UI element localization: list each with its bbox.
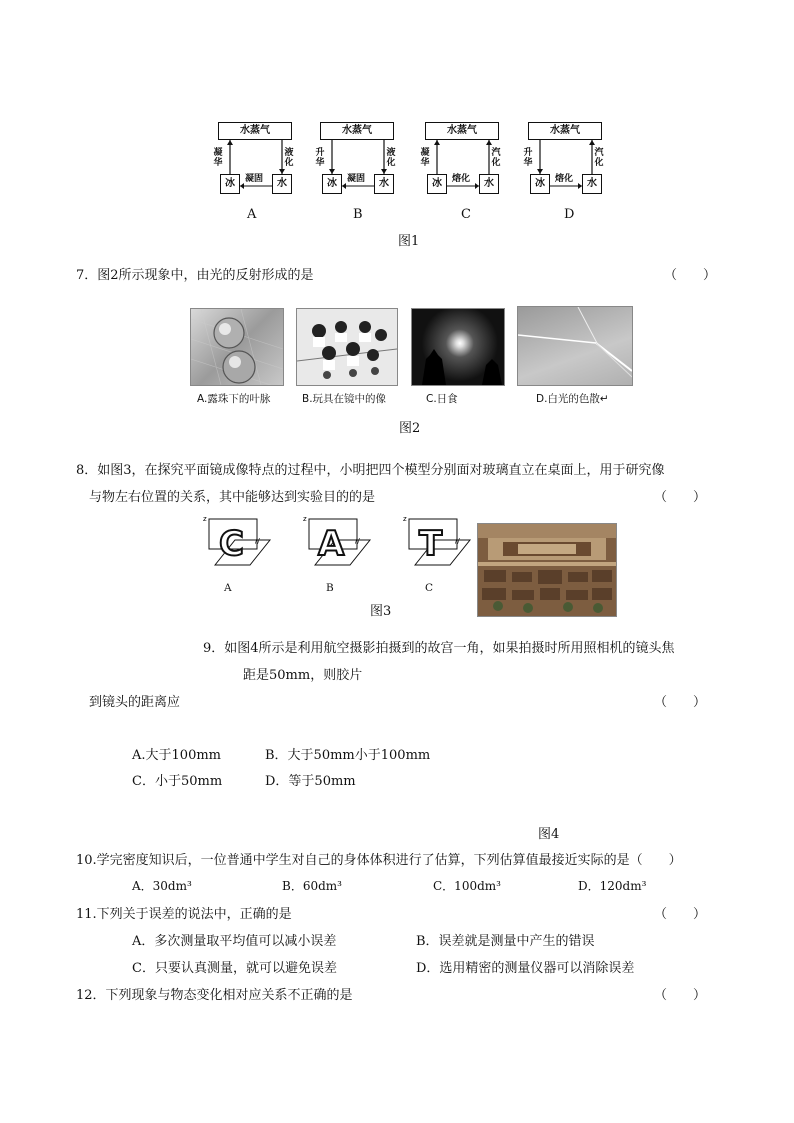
photo-caption-a: A.露珠下的叶脉	[197, 393, 271, 405]
right-process-label: 汽 化	[491, 148, 501, 168]
left-process-label: 凝 华	[420, 148, 430, 168]
toy-mirror-image	[297, 309, 397, 385]
photo-caption-b: B.玩具在镜中的像	[302, 393, 387, 405]
model-glyph-a: A	[318, 524, 345, 564]
question-12-text: 12．下列现象与物态变化相对应关系不正确的是	[76, 988, 353, 1003]
option-d: D．选用精密的测量仪器可以消除误差	[416, 961, 635, 976]
dewdrops-image	[191, 309, 283, 385]
question-9-line-3: 到镜头的距离应	[89, 695, 181, 710]
middle-process-label: 凝固	[347, 174, 366, 184]
svg-text://: //	[255, 537, 260, 545]
water-box: 水	[272, 174, 292, 194]
eclipse-image	[412, 309, 504, 385]
question-9-line-2: 距是50mm，则胶片	[243, 668, 363, 683]
ice-box: 冰	[220, 174, 240, 194]
option-c: C．小于50mm	[132, 774, 223, 789]
photo-light-dispersion	[517, 306, 633, 386]
water-box: 水	[479, 174, 499, 194]
phase-diagram-c	[420, 122, 505, 202]
diagram-top-box: 水蒸气	[528, 122, 602, 140]
phase-diagram-d	[523, 122, 608, 202]
option-a: A．30dm³	[132, 879, 192, 893]
left-process-label: 凝 华	[213, 148, 223, 168]
diagram-letter-d: D	[564, 207, 575, 222]
question-9-line-1: 9．如图4所示是利用航空摄影拍摄到的故宫一角，如果拍摄时所用照相机的镜头焦	[203, 641, 675, 656]
figure-caption: 图3	[370, 604, 392, 619]
diagram-top-box: 水蒸气	[425, 122, 499, 140]
question-7-text: 7．图2所示现象中，由光的反射形成的是	[76, 268, 314, 283]
option-d: D．等于50mm	[265, 774, 356, 789]
question-10-text: 10.学完密度知识后，一位普通中学生对自己的身体体积进行了估算，下列估算值最接近实际的是（ ）	[76, 853, 682, 868]
figure-caption: 图4	[538, 827, 560, 842]
answer-paren: （ ）	[654, 490, 707, 505]
option-c: C．100dm³	[433, 879, 501, 893]
phase-diagram-b	[315, 122, 400, 202]
middle-process-label: 熔化	[452, 174, 471, 184]
left-process-label: 升 华	[523, 148, 533, 168]
diagram-top-box: 水蒸气	[320, 122, 394, 140]
svg-text:z: z	[403, 515, 407, 523]
option-d: D．120dm³	[578, 879, 647, 893]
photo-caption-d: D.白光的色散↵	[536, 393, 609, 405]
answer-paren: （ ）	[654, 695, 707, 710]
diagram-letter-b: B	[353, 207, 363, 222]
option-b: B．误差就是测量中产生的错误	[416, 934, 595, 949]
option-a: A．多次测量取平均值可以减小误差	[132, 934, 337, 949]
photo-caption-c: C.日食	[426, 393, 458, 405]
middle-process-label: 熔化	[555, 174, 574, 184]
aerial-city-image	[478, 524, 616, 616]
middle-process-label: 凝固	[245, 174, 264, 184]
ice-box: 冰	[322, 174, 342, 194]
right-process-label: 液 化	[386, 148, 396, 168]
model-label-b: B	[326, 582, 334, 594]
right-process-label: 汽 化	[594, 148, 604, 168]
water-box: 水	[374, 174, 394, 194]
svg-text://: //	[455, 537, 460, 545]
photo-dew-leaf	[190, 308, 284, 386]
phase-diagram-a	[213, 122, 298, 202]
diagram-letter-a: A	[247, 207, 257, 222]
question-8-line-2: 与物左右位置的关系，其中能够达到实验目的的是	[89, 490, 376, 505]
answer-paren: （ ）	[664, 268, 717, 283]
option-b: B．60dm³	[282, 879, 342, 893]
model-label-c: C	[425, 582, 434, 594]
figure-caption: 图2	[399, 421, 421, 436]
svg-text:z: z	[203, 515, 207, 523]
photo-solar-eclipse	[411, 308, 505, 386]
model-glyph-c: C	[219, 524, 244, 564]
svg-text://: //	[355, 537, 360, 545]
left-process-label: 升 华	[315, 148, 325, 168]
diagram-letter-c: C	[461, 207, 471, 222]
diagram-top-box: 水蒸气	[218, 122, 292, 140]
question-11-text: 11.下列关于误差的说法中，正确的是	[76, 907, 292, 922]
photo-forbidden-city	[477, 523, 617, 617]
option-b: B．大于50mm小于100mm	[265, 748, 431, 763]
option-c: C．只要认真测量，就可以避免误差	[132, 961, 337, 976]
answer-paren: （ ）	[654, 907, 707, 922]
dispersion-image	[518, 307, 632, 385]
question-8-line-1: 8．如图3，在探究平面镜成像特点的过程中，小明把四个模型分别面对玻璃直立在桌面上，用于研究像	[76, 463, 665, 478]
ice-box: 冰	[530, 174, 550, 194]
model-label-a: A	[224, 582, 232, 594]
figure-caption: 图1	[398, 234, 420, 249]
svg-text:z: z	[303, 515, 307, 523]
model-glyph-t: T	[419, 524, 443, 564]
option-a: A.大于100mm	[132, 748, 221, 763]
answer-paren: （ ）	[654, 988, 707, 1003]
right-process-label: 液 化	[284, 148, 294, 168]
ice-box: 冰	[427, 174, 447, 194]
water-box: 水	[582, 174, 602, 194]
photo-toy-mirror	[296, 308, 398, 386]
